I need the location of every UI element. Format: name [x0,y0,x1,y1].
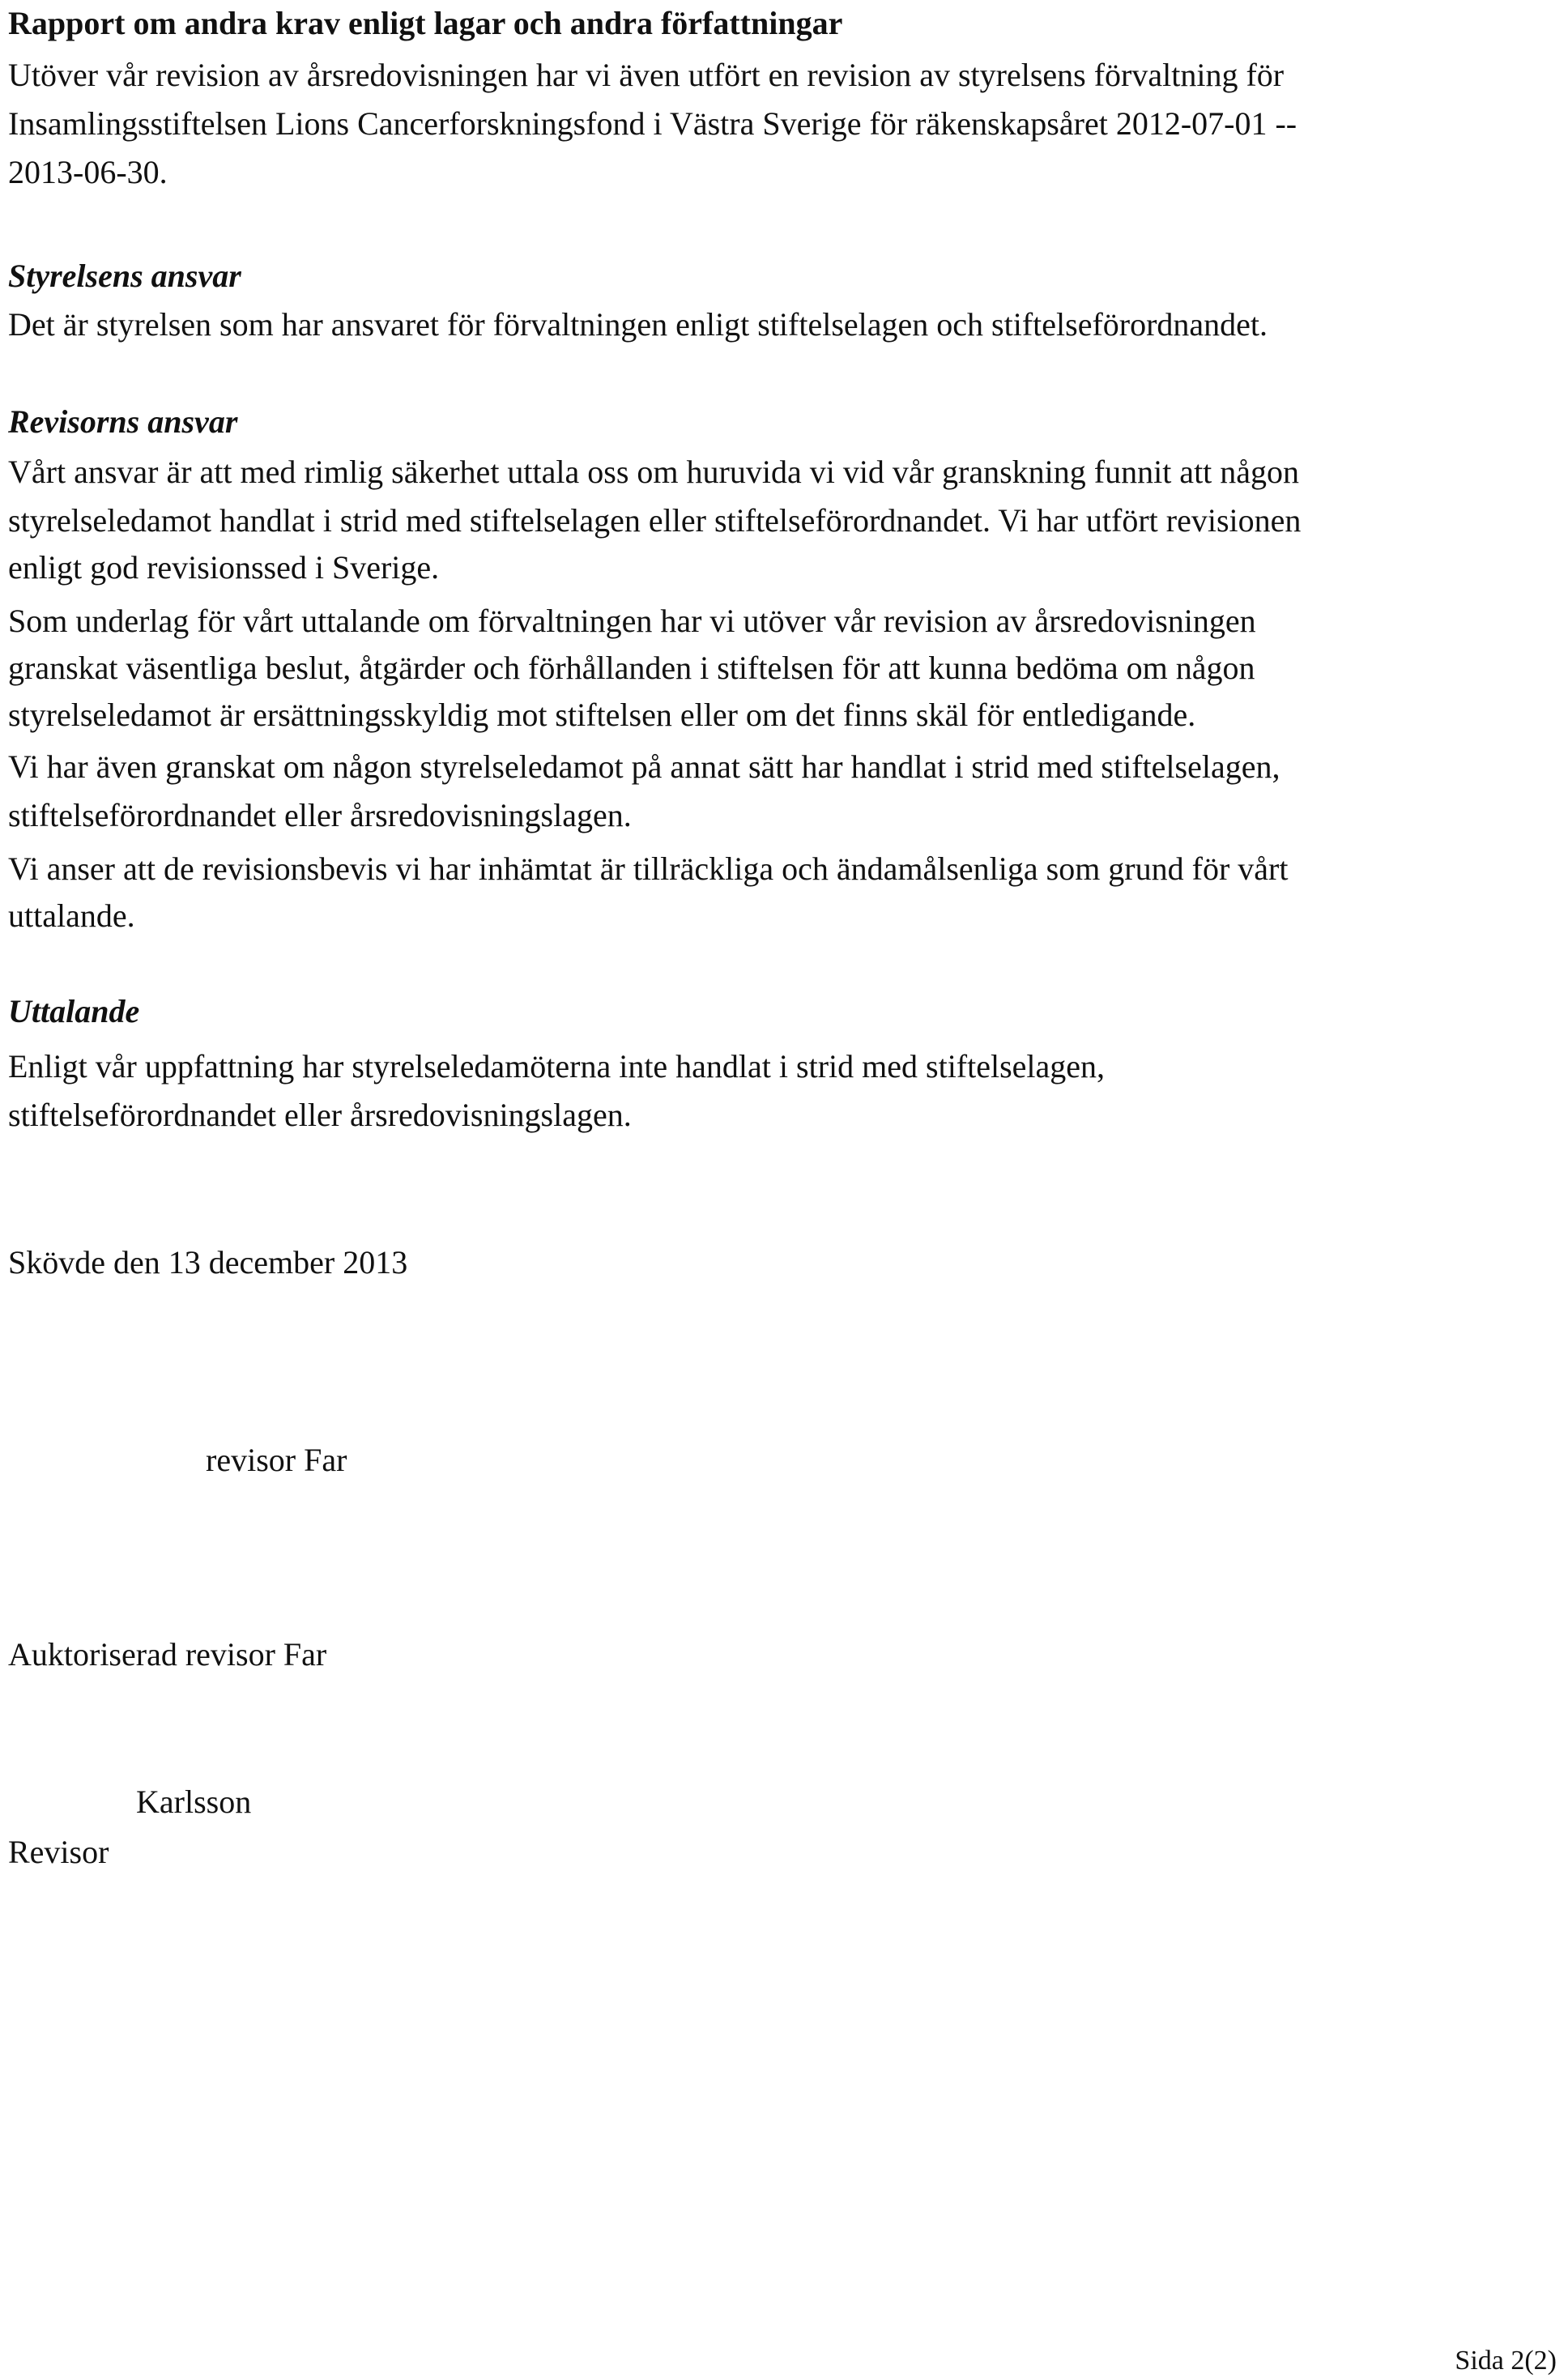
revisorns-ansvar-text: styrelseledamot är ersättningsskyldig mot stiftelsen eller om det finns skäl för entledigande. [8,697,1196,733]
revisorns-ansvar-text: Vi har även granskat om någon styrelseledamot på annat sätt har handlat i strid med stiftelselagen, [8,748,1280,785]
styrelsens-ansvar-text: Det är styrelsen som har ansvaret för förvaltningen enligt stiftelselagen och stiftelseförordnandet. [8,306,1268,343]
revisorns-ansvar-text: Vi anser att de revisionsbevis vi har inhämtat är tillräckliga och ändamålsenliga som grund för vårt [8,850,1289,887]
uttalande-text: stiftelseförordnandet eller årsredovisningslagen. [8,1097,632,1133]
signature-title: Revisor [8,1834,109,1870]
revisorns-ansvar-text: granskat väsentliga beslut, åtgärder och förhållanden i stiftelsen för att kunna bedöma om någon [8,650,1255,686]
uttalande-text: Enligt vår uppfattning har styrelseledamöterna inte handlat i strid med stiftelselagen, [8,1048,1106,1085]
intro-line: Insamlingsstiftelsen Lions Cancerforskningsfond i Västra Sverige för räkenskapsåret 2012-07-01 -- [8,105,1297,142]
intro-line: Utöver vår revision av årsredovisningen har vi även utfört en revision av styrelsens förvaltning för [8,57,1285,93]
revisorns-ansvar-text: Som underlag för vårt uttalande om förvaltningen har vi utöver vår revision av årsredovisningen [8,603,1256,639]
page-number: Sida 2(2) [1455,2346,1557,2376]
styrelsens-ansvar-heading: Styrelsens ansvar [8,258,241,294]
revisorns-ansvar-text: styrelseledamot handlat i strid med stiftelselagen eller stiftelseförordnandet. Vi har utfört revisionen [8,502,1302,539]
signature-name: Karlsson [136,1784,252,1820]
report-title: Rapport om andra krav enligt lagar och andra författningar [8,5,843,41]
revisorns-ansvar-text: Vårt ansvar är att med rimlig säkerhet uttala oss om huruvida vi vid vår granskning funnit att någon [8,454,1300,490]
uttalande-heading: Uttalande [8,993,140,1029]
intro-line: 2013-06-30. [8,154,168,190]
revisorns-ansvar-text: enligt god revisionssed i Sverige. [8,549,440,586]
signature-title: revisor Far [206,1442,347,1478]
signature-title: Auktoriserad revisor Far [8,1636,327,1673]
revisorns-ansvar-heading: Revisorns ansvar [8,403,238,440]
revisorns-ansvar-text: uttalande. [8,897,135,934]
place-date: Skövde den 13 december 2013 [8,1244,408,1281]
revisorns-ansvar-text: stiftelseförordnandet eller årsredovisningslagen. [8,797,632,833]
